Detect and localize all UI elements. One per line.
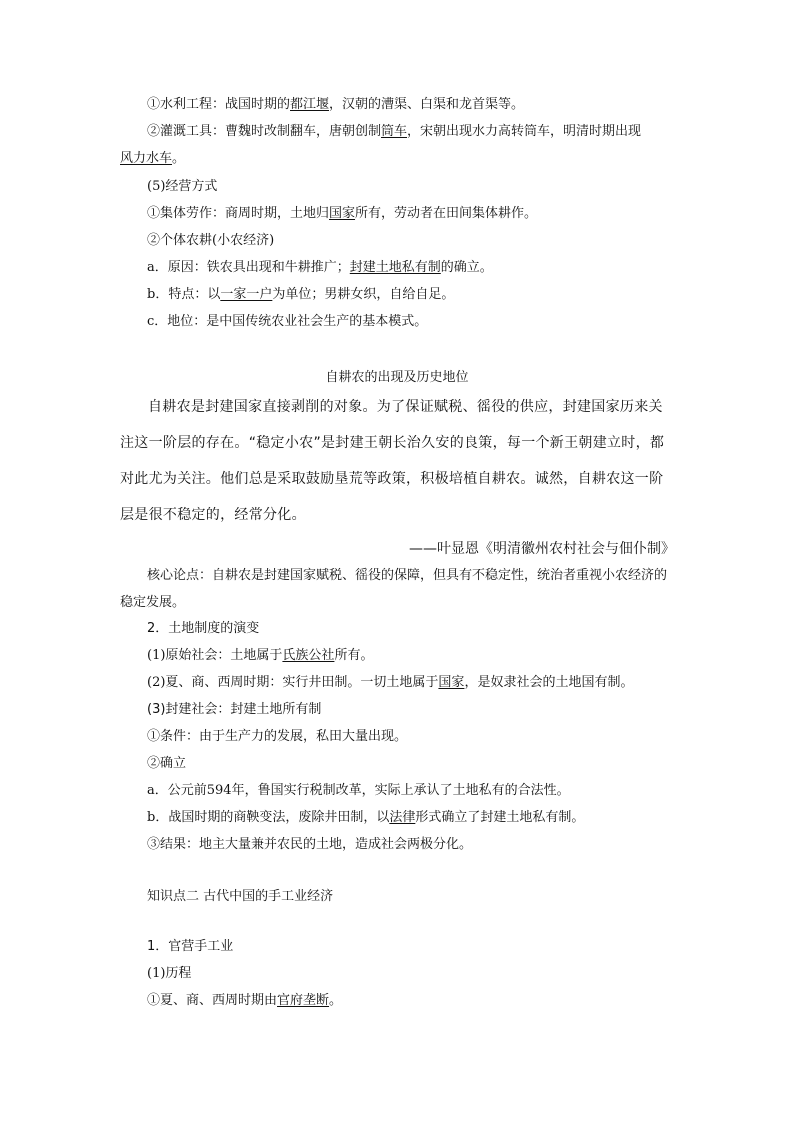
text-line: 风力水车。 bbox=[120, 151, 186, 166]
text-line: (1)历程 bbox=[147, 966, 192, 981]
text-line: a．原因：铁农具出现和牛耕推广；封建土地私有制的确立。 bbox=[147, 260, 493, 275]
section-heading: 2．土地制度的演变 bbox=[147, 621, 260, 636]
text-line: ②确立 bbox=[147, 756, 187, 771]
text-line: (2)夏、商、西周时期：实行井田制。一切土地属于国家，是奴隶社会的土地国有制。 bbox=[147, 675, 634, 690]
quote-source: ——叶显恩《明清徽州农村社会与佃仆制》 bbox=[409, 541, 675, 557]
text-line: ③结果：地主大量兼并农民的土地，造成社会两极分化。 bbox=[147, 837, 473, 852]
text-line: c．地位：是中国传统农业社会生产的基本模式。 bbox=[147, 314, 428, 329]
text-line: a．公元前594年，鲁国实行税制改革，实际上承认了土地私有的合法性。 bbox=[147, 783, 570, 798]
text-line: b．战国时期的商鞅变法，废除井田制，以法律形式确立了封建土地私有制。 bbox=[147, 810, 585, 825]
text-line: (3)封建社会：封建土地所有制 bbox=[147, 702, 322, 717]
text-line: b．特点：以一家一户为单位；男耕女织，自给自足。 bbox=[147, 287, 455, 302]
text-line: ①水利工程：战国时期的都江堰，汉朝的漕渠、白渠和龙首渠等。 bbox=[147, 97, 525, 112]
text-line: ①夏、商、西周时期由官府垄断。 bbox=[147, 993, 343, 1008]
section-title: 自耕农的出现及历史地位 bbox=[325, 370, 469, 385]
text-line: (5)经营方式 bbox=[147, 179, 218, 194]
core-argument: 核心论点：自耕农是封建国家赋税、徭役的保障，但具有不稳定性，统治者重视小农经济的稳定发展。 bbox=[120, 568, 668, 610]
text-line: ②个体农耕(小农经济) bbox=[147, 233, 275, 248]
text-line: ②灌溉工具：曹魏时改制翻车，唐朝创制筒车，宋朝出现水力高转筒车，明清时期出现 bbox=[147, 124, 642, 139]
text-line: ①条件：由于生产力的发展，私田大量出现。 bbox=[147, 729, 408, 744]
text-line: ①集体劳作：商周时期，土地归国家所有，劳动者在田间集体耕作。 bbox=[147, 206, 538, 221]
quote-paragraph: 自耕农是封建国家直接剥削的对象。为了保证赋税、徭役的供应，封建国家历来关注这一阶层的存在。“稳定小农”是封建王朝长治久安的良策，每一个新王朝建立时，都对此尤为关注。他们总是采取鼓励垦荒等政策，积极培植自耕农。诚然，自耕农这一阶层是很不稳定的，经常分化。 bbox=[120, 399, 665, 523]
text-line: (1)原始社会：土地属于氏族公社所有。 bbox=[147, 648, 374, 663]
section-heading: 1．官营手工业 bbox=[147, 939, 234, 954]
knowledge-point-title: 知识点二 古代中国的手工业经济 bbox=[147, 889, 334, 904]
